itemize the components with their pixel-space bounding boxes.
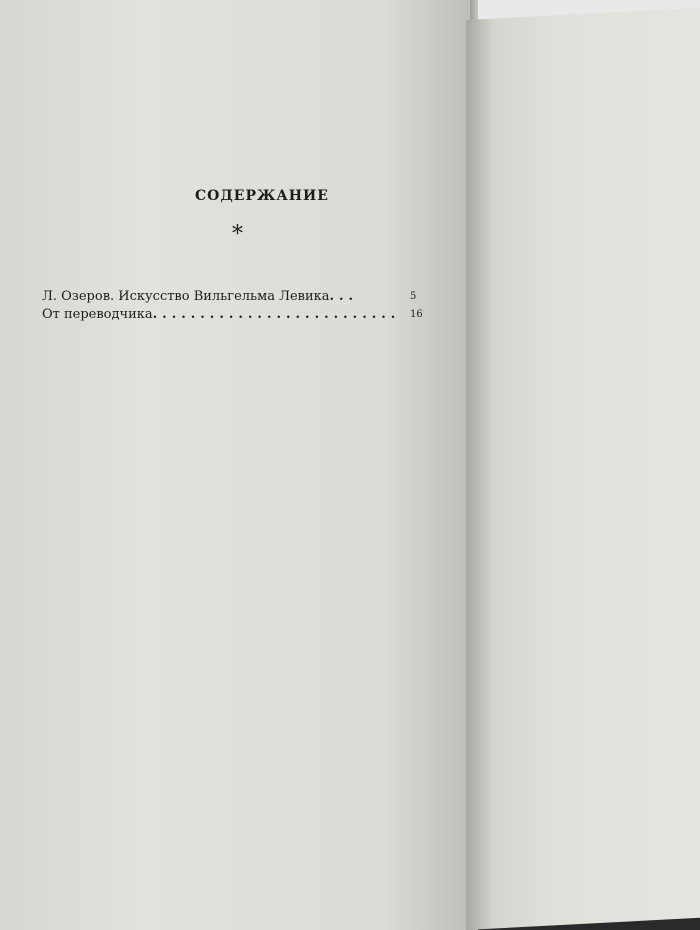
toc-entry bbox=[42, 307, 400, 322]
right-page bbox=[466, 8, 700, 930]
toc-entry bbox=[42, 289, 358, 304]
page-number: 5 bbox=[410, 291, 417, 302]
leader-dots: .......................... bbox=[152, 307, 401, 322]
ornament-star: * bbox=[232, 222, 243, 247]
toc-entry-title: От переводчика bbox=[42, 307, 153, 322]
leader-dots: ... bbox=[329, 289, 359, 304]
page-number: 16 bbox=[410, 309, 423, 320]
contents-title: СОДЕРЖАНИЕ bbox=[195, 188, 329, 204]
toc-entry-title: Л. Озеров. Искусство Вильгельма Левика bbox=[42, 289, 330, 304]
